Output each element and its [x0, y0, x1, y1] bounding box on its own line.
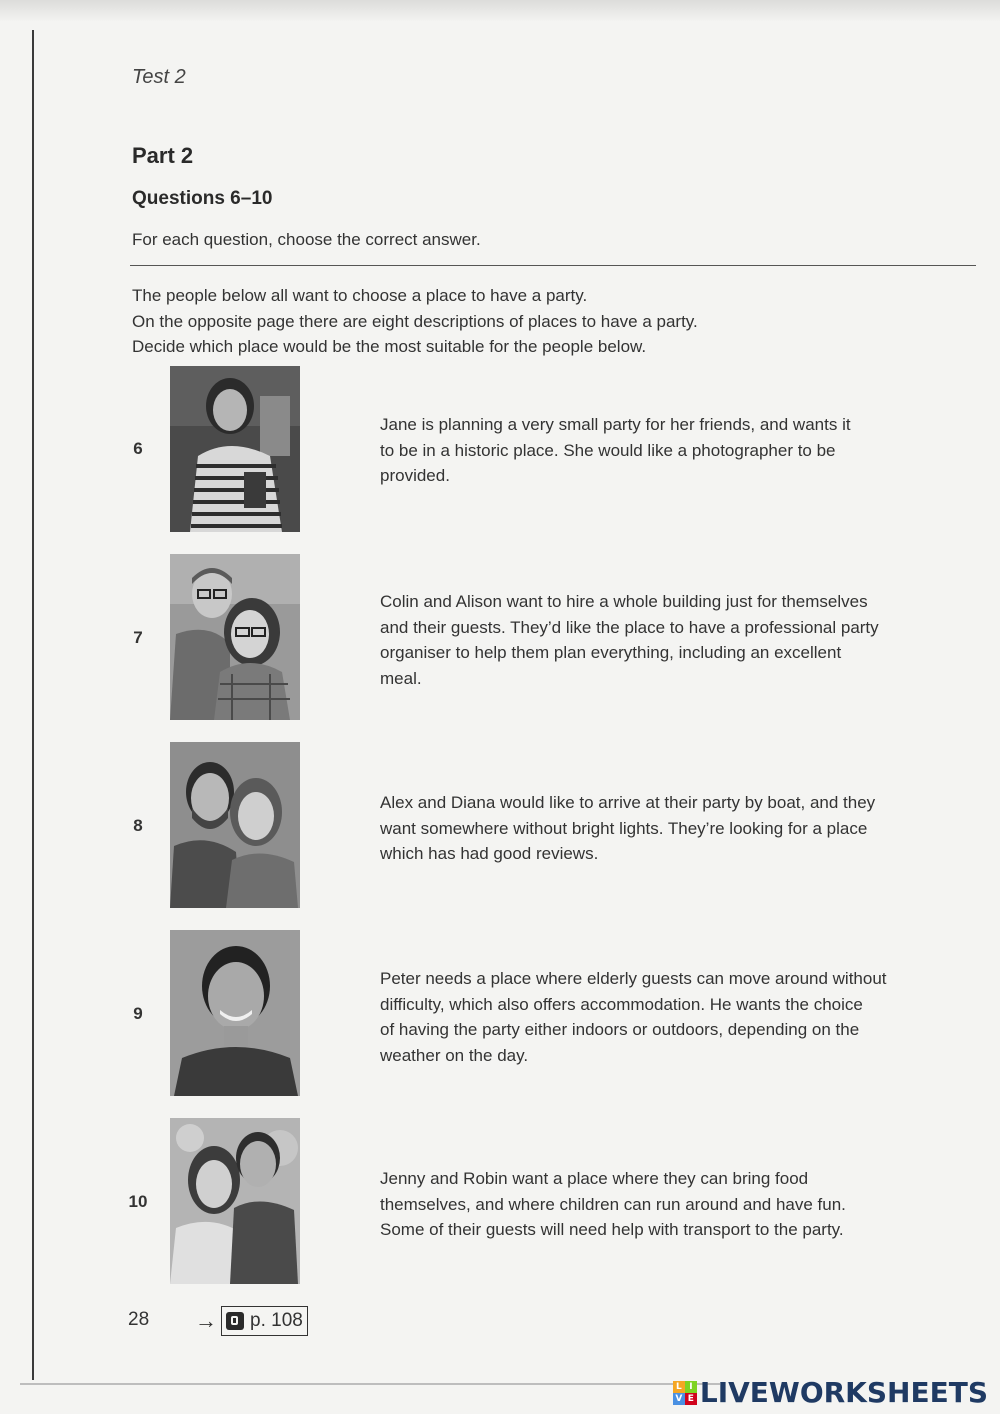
question-line: which has had good reviews. [380, 844, 599, 863]
liveworksheets-logo [673, 1381, 697, 1405]
question-line: organiser to help them plan everything, including an excellent [380, 643, 842, 662]
question-text [380, 1166, 980, 1243]
question-number: 8 [133, 816, 143, 835]
question-line: meal. [380, 668, 422, 688]
question-text [380, 412, 980, 489]
intro-line: Decide which place would be the most suitable for the people below. [132, 337, 647, 356]
arrow-right-icon: → [195, 1308, 217, 1333]
question-line: difficulty, which also offers accommodation. He wants the choice [380, 994, 863, 1014]
answer-key-icon [226, 1312, 244, 1330]
question-line: Colin and Alison want to hire a whole building just for themselves [380, 592, 868, 611]
question-line: of having the party either indoors or outdoors, depending on the [380, 1020, 860, 1039]
question-text [380, 790, 980, 867]
reference-box [221, 1306, 308, 1336]
logo-letter: E [685, 1393, 697, 1405]
question-line: provided. [380, 466, 450, 485]
question-line: themselves, and where children can run around and have fun. [380, 1194, 846, 1214]
question-number: 9 [133, 1004, 143, 1023]
person-photo-jane [170, 366, 300, 532]
instruction-text: For each question, choose the correct answer. [132, 230, 481, 249]
part-title: Part 2 [132, 143, 194, 168]
person-photo-colin-alison [170, 554, 300, 720]
question-number: 10 [128, 1192, 148, 1211]
intro-paragraph [132, 283, 698, 360]
question-line: and their guests. They’d like the place to have a professional party [380, 617, 879, 637]
watermark-text: LIVEWORKSHEETS [699, 1376, 988, 1409]
question-number: 6 [133, 439, 143, 458]
person-photo-peter [170, 930, 300, 1096]
question-line: weather on the day. [380, 1045, 529, 1065]
intro-line: The people below all want to choose a place to have a party. [132, 286, 588, 305]
person-photo-alex-diana [170, 742, 300, 908]
scan-top-shade [0, 0, 1000, 22]
logo-letter: V [673, 1393, 685, 1405]
logo-letter: L [673, 1381, 685, 1393]
question-line: want somewhere without bright lights. They’re looking for a place [380, 818, 868, 838]
page-edge-bottom [20, 1383, 720, 1385]
reference-page: p. 108 [250, 1310, 303, 1331]
page-number: 28 [128, 1309, 150, 1330]
question-line: Jane is planning a very small party for her friends, and wants it [380, 415, 851, 434]
question-text [380, 966, 980, 1068]
intro-line: On the opposite page there are eight descriptions of places to have a party. [132, 311, 698, 331]
logo-letter: I [685, 1381, 697, 1393]
question-line: Peter needs a place where elderly guests can move around without [380, 969, 887, 988]
person-photo-jenny-robin [170, 1118, 300, 1284]
question-line: Some of their guests will need help with transport to the party. [380, 1220, 844, 1239]
question-line: Jenny and Robin want a place where they can bring food [380, 1169, 809, 1188]
questions-range: Questions 6–10 [132, 188, 273, 209]
answer-key-reference [195, 1305, 308, 1337]
question-text [380, 589, 980, 691]
page-edge-left [32, 30, 34, 1380]
liveworksheets-watermark [673, 1376, 988, 1409]
question-line: to be in a historic place. She would like a photographer to be [380, 440, 836, 460]
question-line: Alex and Diana would like to arrive at their party by boat, and they [380, 793, 876, 812]
divider-rule [130, 265, 976, 266]
question-number: 7 [133, 628, 143, 647]
running-head: Test 2 [132, 66, 186, 88]
